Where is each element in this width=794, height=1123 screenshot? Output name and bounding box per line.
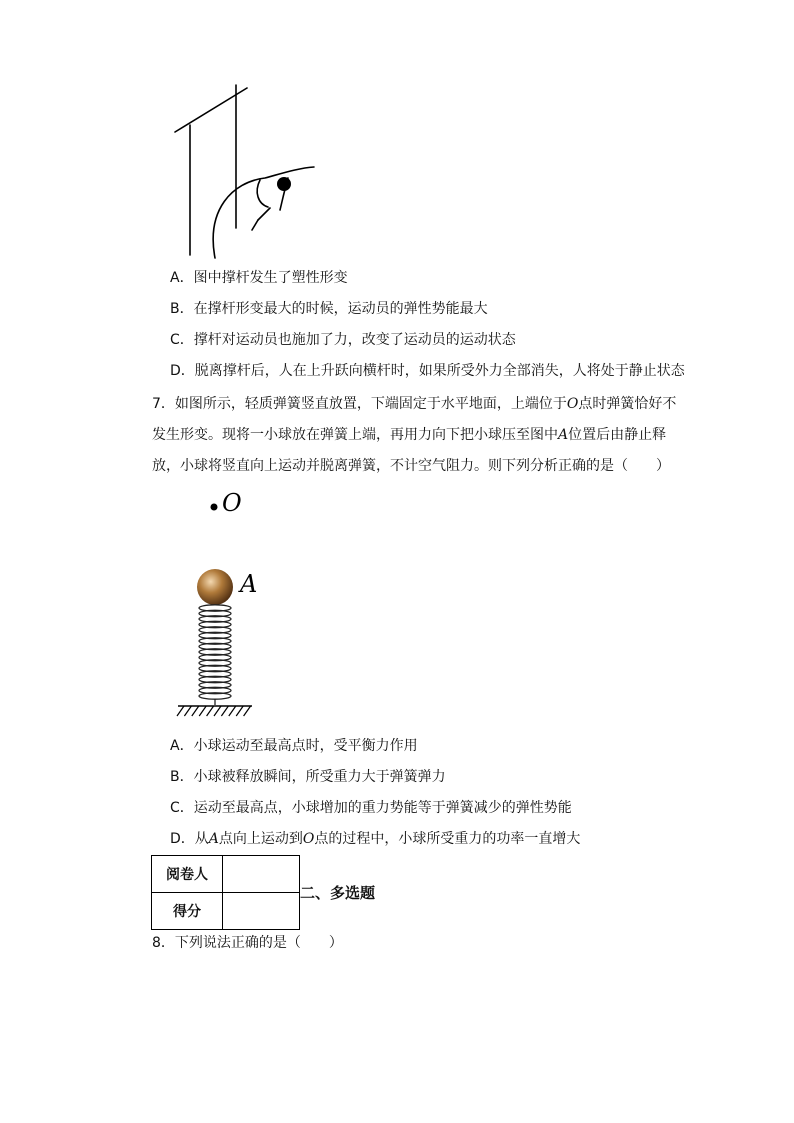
- hatch-mark: [199, 706, 206, 716]
- reviewer-blank: [223, 856, 300, 893]
- spring: [199, 605, 231, 699]
- reviewer-label: 阅卷人: [152, 856, 223, 893]
- bent-pole: [213, 167, 314, 258]
- score-table: [151, 855, 300, 930]
- q6-option-a: A．图中撑杆发生了塑性形变: [170, 270, 348, 286]
- hatch-mark: [244, 706, 251, 716]
- hatch-mark: [214, 706, 221, 716]
- spring-figure: [170, 484, 290, 729]
- q8-stem: 8．下列说法正确的是（ ）: [152, 935, 343, 951]
- hatch-mark: [221, 706, 228, 716]
- pole-vault-figure: [170, 80, 320, 265]
- q7-stem-line3: 放，小球将竖直向上运动并脱离弹簧，不计空气阻力。则下列分析正确的是（ ）: [152, 458, 670, 474]
- section-title: 二、多选题: [300, 884, 376, 902]
- q7-stem-line1: 7．如图所示，轻质弹簧竖直放置，下端固定于水平地面，上端位于O点时弹簧恰好不: [152, 396, 677, 412]
- score-blank: [223, 893, 300, 930]
- q6-option-c: C．撑杆对运动员也施加了力，改变了运动员的运动状态: [170, 332, 516, 348]
- q6-option-b: B．在撑杆形变最大的时候，运动员的弹性势能最大: [170, 301, 488, 317]
- q6-option-d: D．脱离撑杆后，人在上升跃向横杆时，如果所受外力全部消失，人将处于静止状态: [170, 363, 685, 379]
- q7-option-a: A．小球运动至最高点时，受平衡力作用: [170, 738, 418, 754]
- score-label: 得分: [152, 893, 223, 930]
- hatch-mark: [177, 706, 184, 716]
- q7-option-d: D．从A点向上运动到O点的过程中，小球所受重力的功率一直增大: [170, 831, 581, 847]
- hatch-mark: [184, 706, 191, 716]
- athlete-head: [277, 177, 291, 191]
- hatch-mark: [236, 706, 243, 716]
- hatch-mark: [229, 706, 236, 716]
- q7-option-b: B．小球被释放瞬间，所受重力大于弹簧弹力: [170, 769, 446, 785]
- q7-stem-line2: 发生形变。现将一小球放在弹簧上端，再用力向下把小球压至图中A位置后由静止释: [152, 427, 667, 443]
- label-o: O: [222, 489, 242, 517]
- label-a: A: [240, 570, 258, 598]
- point-o-dot: [211, 504, 218, 511]
- q7-option-c: C．运动至最高点，小球增加的重力势能等于弹簧减少的弹性势能: [170, 800, 572, 816]
- ball: [197, 569, 233, 605]
- hatch-mark: [207, 706, 214, 716]
- ground-hatch: [177, 706, 251, 716]
- hatch-mark: [192, 706, 199, 716]
- athlete-arm: [257, 180, 268, 207]
